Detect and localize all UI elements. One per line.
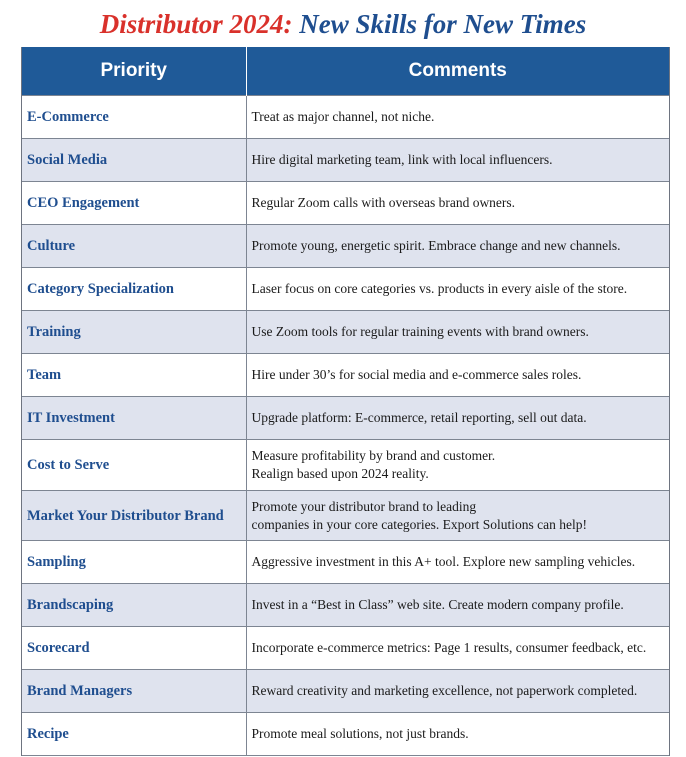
table-row xyxy=(22,491,669,541)
table-row xyxy=(22,584,669,627)
comment-line: Measure profitability by brand and customer. xyxy=(251,448,496,463)
comment-cell xyxy=(246,268,669,311)
priority-cell: Market Your Distributor Brand xyxy=(22,491,246,541)
comment-cell xyxy=(246,225,669,268)
priority-cell: IT Investment xyxy=(22,397,246,440)
comment-cell xyxy=(246,491,669,541)
priority-cell: Culture xyxy=(22,225,246,268)
table-row xyxy=(22,541,669,584)
comment-line: Incorporate e-commerce metrics: Page 1 results, consumer feedback, etc. xyxy=(251,640,647,655)
comment-cell xyxy=(246,440,669,491)
comment-cell xyxy=(246,713,669,756)
table-row xyxy=(22,139,669,182)
comment-cell xyxy=(246,584,669,627)
table-row xyxy=(22,713,669,756)
table-row xyxy=(22,397,669,440)
comment-line: Aggressive investment in this A+ tool. Explore new sampling vehicles. xyxy=(251,554,636,569)
table-row xyxy=(22,268,669,311)
comment-cell xyxy=(246,670,669,713)
priority-cell: E-Commerce xyxy=(22,96,246,139)
comment-line: Hire digital marketing team, link with local influencers. xyxy=(251,152,553,167)
comment-cell xyxy=(246,96,669,139)
comment-line: Treat as major channel, not niche. xyxy=(251,109,435,124)
comment-line: Invest in a “Best in Class” web site. Create modern company profile. xyxy=(251,597,624,612)
table-row xyxy=(22,182,669,225)
page-title xyxy=(0,6,686,42)
priority-cell: Sampling xyxy=(22,541,246,584)
priority-cell: Scorecard xyxy=(22,627,246,670)
priority-cell: Cost to Serve xyxy=(22,440,246,491)
comment-cell xyxy=(246,182,669,225)
table-row xyxy=(22,440,669,491)
comment-line: Regular Zoom calls with overseas brand owners. xyxy=(251,195,516,210)
comment-line: Promote young, energetic spirit. Embrace change and new channels. xyxy=(251,238,621,253)
table-row xyxy=(22,627,669,670)
priorities-table xyxy=(22,47,669,756)
comment-line: Promote meal solutions, not just brands. xyxy=(251,726,469,741)
table-row xyxy=(22,96,669,139)
priorities-table-container xyxy=(21,47,670,756)
priority-cell: Team xyxy=(22,354,246,397)
comment-line: Promote your distributor brand to leading xyxy=(251,498,477,514)
comment-cell xyxy=(246,627,669,670)
priority-cell: Brand Managers xyxy=(22,670,246,713)
column-header-comments: Comments xyxy=(246,47,669,96)
priority-cell: Social Media xyxy=(22,139,246,182)
table-row xyxy=(22,670,669,713)
comment-cell xyxy=(246,139,669,182)
priority-cell: Category Specialization xyxy=(22,268,246,311)
comment-cell xyxy=(246,541,669,584)
comment-cell xyxy=(246,311,669,354)
comment-cell xyxy=(246,397,669,440)
priority-cell: CEO Engagement xyxy=(22,182,246,225)
table-body xyxy=(22,96,669,756)
table-row xyxy=(22,354,669,397)
table-row xyxy=(22,311,669,354)
table-row xyxy=(22,225,669,268)
priority-cell: Brandscaping xyxy=(22,584,246,627)
priority-cell: Recipe xyxy=(22,713,246,756)
comment-line: Use Zoom tools for regular training events with brand owners. xyxy=(251,324,589,339)
comment-cell xyxy=(246,354,669,397)
comment-line: Realign based upon 2024 reality. xyxy=(251,466,429,481)
title-subtitle: New Skills for New Times xyxy=(299,9,587,39)
title-year: Distributor 2024: xyxy=(99,9,293,39)
comment-line: Hire under 30’s for social media and e-commerce sales roles. xyxy=(251,367,582,382)
column-header-priority: Priority xyxy=(22,47,246,96)
comment-line: companies in your core categories. Export Solutions can help! xyxy=(251,516,588,532)
comment-line: Laser focus on core categories vs. products in every aisle of the store. xyxy=(251,281,628,296)
comment-line: Reward creativity and marketing excellence, not paperwork completed. xyxy=(251,683,638,698)
priority-cell: Training xyxy=(22,311,246,354)
comment-line: Upgrade platform: E-commerce, retail reporting, sell out data. xyxy=(251,410,587,425)
table-header xyxy=(22,47,669,96)
